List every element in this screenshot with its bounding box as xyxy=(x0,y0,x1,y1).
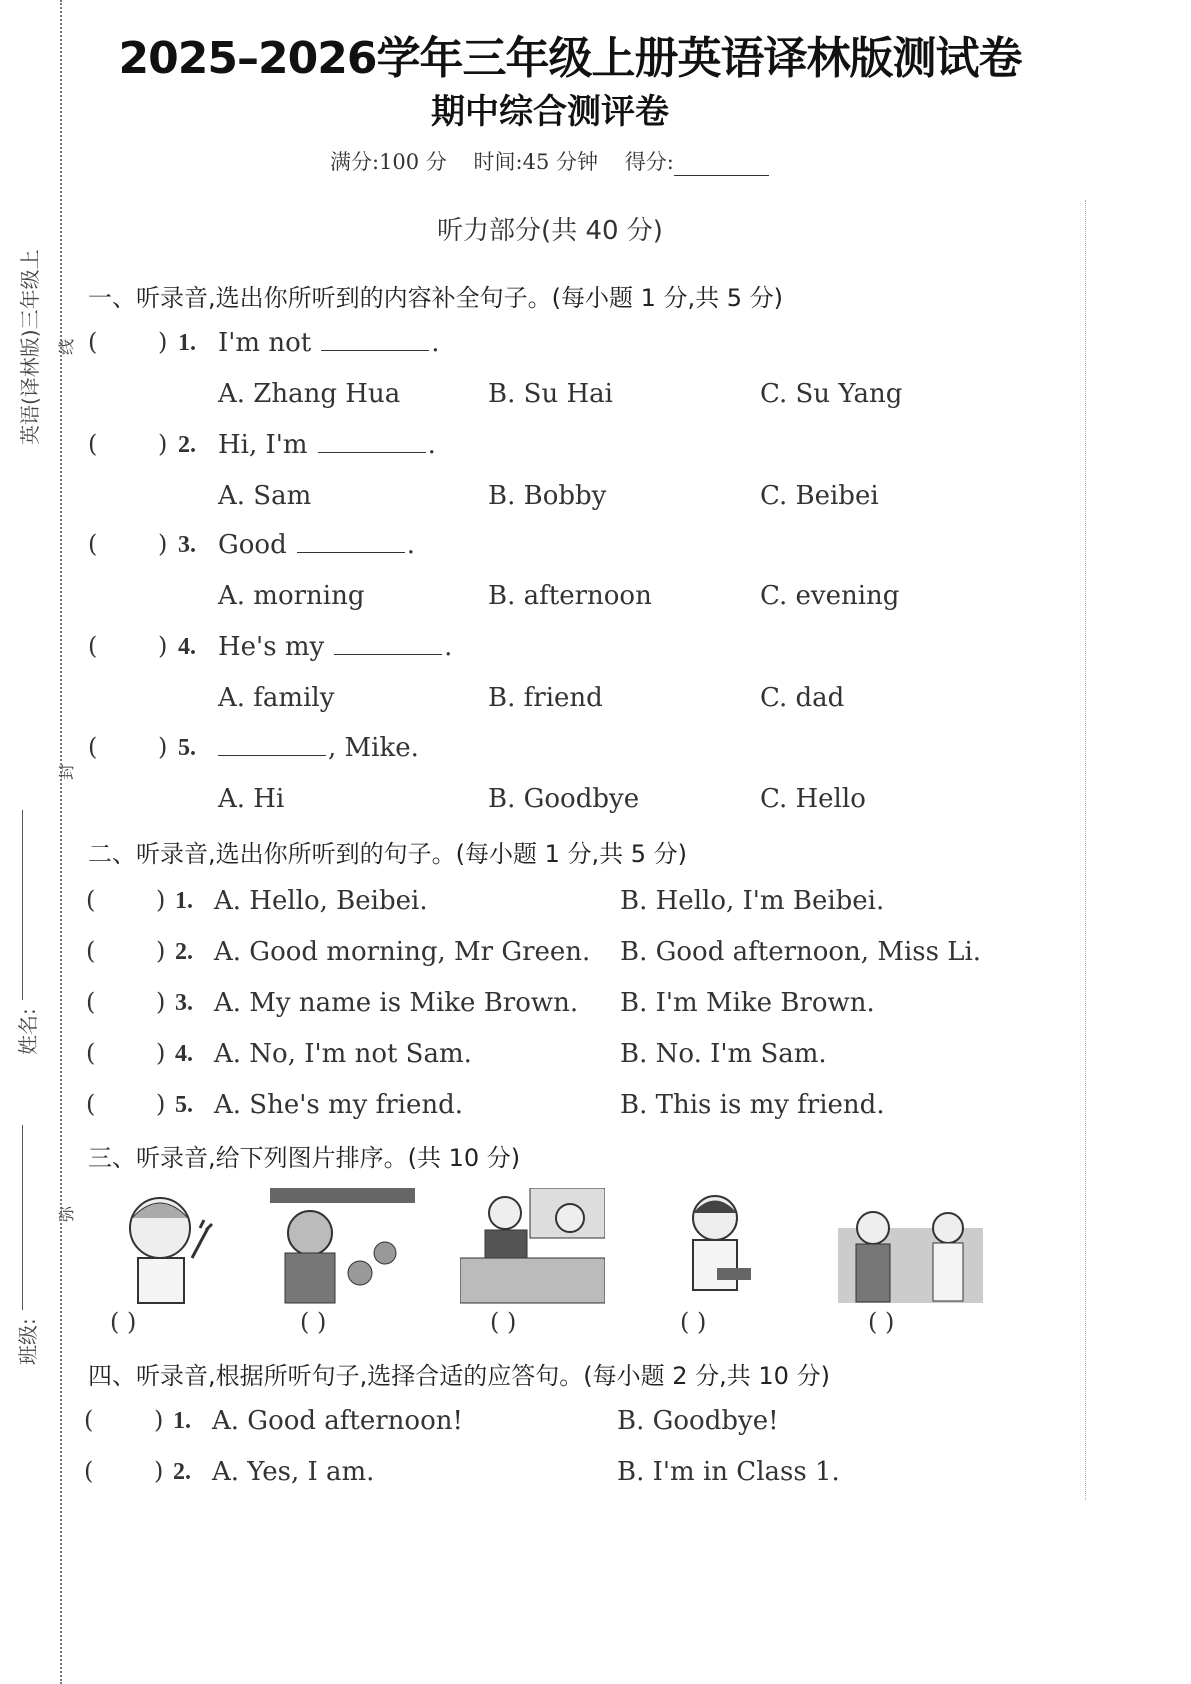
exam-meta xyxy=(330,146,769,176)
picture-answer-paren[interactable]: ( ) xyxy=(680,1308,707,1336)
page-subtitle: 期中综合测评卷 xyxy=(431,92,669,132)
option-b: B. This is my friend. xyxy=(620,1090,885,1120)
answer-paren-close: ) xyxy=(156,1090,166,1118)
option: B. Goodbye xyxy=(488,784,640,814)
margin-seal-label: 封 xyxy=(57,763,76,780)
answer-paren-close: ) xyxy=(158,328,168,356)
question-text-before: I'm not xyxy=(218,328,312,358)
fill-blank[interactable] xyxy=(321,328,429,351)
margin-secret-label: 弥 xyxy=(57,1205,76,1222)
question-text-after: . xyxy=(427,430,436,460)
picture-girl-with-book xyxy=(655,1188,800,1306)
answer-paren-open[interactable]: ( xyxy=(84,1406,94,1434)
question-number: 2. xyxy=(175,939,193,965)
question-number: 4. xyxy=(178,634,196,660)
option-a: A. No, I'm not Sam. xyxy=(214,1039,472,1069)
question-text xyxy=(218,430,436,460)
question-text-after: . xyxy=(431,328,440,358)
option-a: A. Yes, I am. xyxy=(212,1457,375,1487)
option-a: A. My name is Mike Brown. xyxy=(214,988,579,1018)
option-b: B. Hello, I'm Beibei. xyxy=(620,886,885,916)
answer-paren-open[interactable]: ( xyxy=(88,632,98,660)
answer-paren-close: ) xyxy=(158,733,168,761)
option-b: B. Goodbye! xyxy=(617,1406,779,1436)
answer-paren-open[interactable]: ( xyxy=(86,937,96,965)
page-title: 2025–2026学年三年级上册英语译林版测试卷 xyxy=(118,33,1022,84)
answer-paren-open[interactable]: ( xyxy=(88,328,98,356)
option: A. Sam xyxy=(218,481,312,511)
option-a: A. Hello, Beibei. xyxy=(214,886,428,916)
option: B. afternoon xyxy=(488,581,652,611)
question-number: 3. xyxy=(178,532,196,558)
option: A. Hi xyxy=(218,784,285,814)
section2-title: 二、听录音,选出你所听到的句子。(每小题 1 分,共 5 分) xyxy=(88,840,688,868)
option: A. morning xyxy=(218,581,365,611)
fill-blank[interactable] xyxy=(318,430,426,453)
option: B. Su Hai xyxy=(488,379,613,409)
picture-two-women-greeting xyxy=(838,1188,983,1306)
fill-blank[interactable] xyxy=(297,530,405,553)
answer-paren-close: ) xyxy=(156,937,166,965)
part-title: 听力部分(共 40 分) xyxy=(437,216,663,246)
option: B. Bobby xyxy=(488,481,607,511)
binding-line xyxy=(60,0,62,1684)
option: C. dad xyxy=(760,683,845,713)
section3-title: 三、听录音,给下列图片排序。(共 10 分) xyxy=(88,1144,521,1172)
picture-answer-paren[interactable]: ( ) xyxy=(300,1308,327,1336)
score-blank[interactable] xyxy=(674,155,769,176)
margin-name-label: 姓名: xyxy=(16,1008,40,1055)
question-number: 2. xyxy=(173,1459,191,1485)
section1-title: 一、听录音,选出你所听到的内容补全句子。(每小题 1 分,共 5 分) xyxy=(88,284,784,312)
question-text xyxy=(218,530,415,560)
option: B. friend xyxy=(488,683,603,713)
answer-paren-open[interactable]: ( xyxy=(84,1457,94,1485)
option: A. family xyxy=(218,683,335,713)
answer-paren-close: ) xyxy=(158,530,168,558)
picture-classroom-teacher xyxy=(460,1188,605,1306)
question-text xyxy=(218,733,419,763)
option: C. Su Yang xyxy=(760,379,903,409)
answer-paren-close: ) xyxy=(156,886,166,914)
fill-blank[interactable] xyxy=(334,632,442,655)
option-b: B. I'm Mike Brown. xyxy=(620,988,875,1018)
answer-paren-open[interactable]: ( xyxy=(86,886,96,914)
question-number: 5. xyxy=(178,735,196,761)
answer-paren-close: ) xyxy=(158,430,168,458)
answer-paren-open[interactable]: ( xyxy=(88,430,98,458)
question-text-after: . xyxy=(406,530,415,560)
question-text-before: Good xyxy=(218,530,287,560)
answer-paren-close: ) xyxy=(154,1406,164,1434)
option-a: A. Good morning, Mr Green. xyxy=(214,937,591,967)
score-label: 得分: xyxy=(624,150,674,174)
question-text-after: , Mike. xyxy=(328,733,419,763)
margin-line-label: 线 xyxy=(57,338,76,355)
answer-paren-open[interactable]: ( xyxy=(86,1039,96,1067)
picture-boy-waving xyxy=(100,1188,245,1306)
answer-paren-close: ) xyxy=(158,632,168,660)
option: C. Beibei xyxy=(760,481,879,511)
question-number: 2. xyxy=(178,432,196,458)
exam-time: 时间:45 分钟 xyxy=(473,150,599,174)
margin-class-label: 班级: xyxy=(16,1318,40,1365)
question-text-before: He's my xyxy=(218,632,325,662)
picture-answer-paren[interactable]: ( ) xyxy=(868,1308,895,1336)
answer-paren-open[interactable]: ( xyxy=(88,733,98,761)
option: A. Zhang Hua xyxy=(218,379,401,409)
question-text xyxy=(218,632,452,662)
answer-paren-open[interactable]: ( xyxy=(86,988,96,1016)
question-text-after: . xyxy=(444,632,453,662)
option: C. Hello xyxy=(760,784,866,814)
picture-answer-paren[interactable]: ( ) xyxy=(110,1308,137,1336)
class-blank[interactable] xyxy=(22,1125,23,1310)
answer-paren-open[interactable]: ( xyxy=(86,1090,96,1118)
answer-paren-close: ) xyxy=(156,1039,166,1067)
question-number: 5. xyxy=(175,1092,193,1118)
picture-answer-paren[interactable]: ( ) xyxy=(490,1308,517,1336)
question-number: 1. xyxy=(178,330,196,356)
option-b: B. Good afternoon, Miss Li. xyxy=(620,937,982,967)
fill-blank[interactable] xyxy=(218,733,326,756)
option-b: B. I'm in Class 1. xyxy=(617,1457,840,1487)
option-a: A. Good afternoon! xyxy=(212,1406,463,1436)
question-number: 1. xyxy=(175,888,193,914)
section4-title: 四、听录音,根据所听句子,选择合适的应答句。(每小题 2 分,共 10 分) xyxy=(88,1362,830,1390)
option-b: B. No. I'm Sam. xyxy=(620,1039,827,1069)
question-number: 4. xyxy=(175,1041,193,1067)
question-text xyxy=(218,328,439,358)
question-text-before: Hi, I'm xyxy=(218,430,308,460)
name-blank[interactable] xyxy=(22,810,23,1000)
answer-paren-close: ) xyxy=(154,1457,164,1485)
answer-paren-open[interactable]: ( xyxy=(88,530,98,558)
margin-book-label: 英语(译林版)三年级上 xyxy=(18,249,42,445)
answer-paren-close: ) xyxy=(156,988,166,1016)
option: C. evening xyxy=(760,581,900,611)
right-border-line xyxy=(1085,200,1086,1500)
question-number: 1. xyxy=(173,1408,191,1434)
question-number: 3. xyxy=(175,990,193,1016)
full-score: 满分:100 分 xyxy=(330,150,447,174)
option-a: A. She's my friend. xyxy=(214,1090,464,1120)
picture-cat-and-mice xyxy=(270,1188,415,1306)
